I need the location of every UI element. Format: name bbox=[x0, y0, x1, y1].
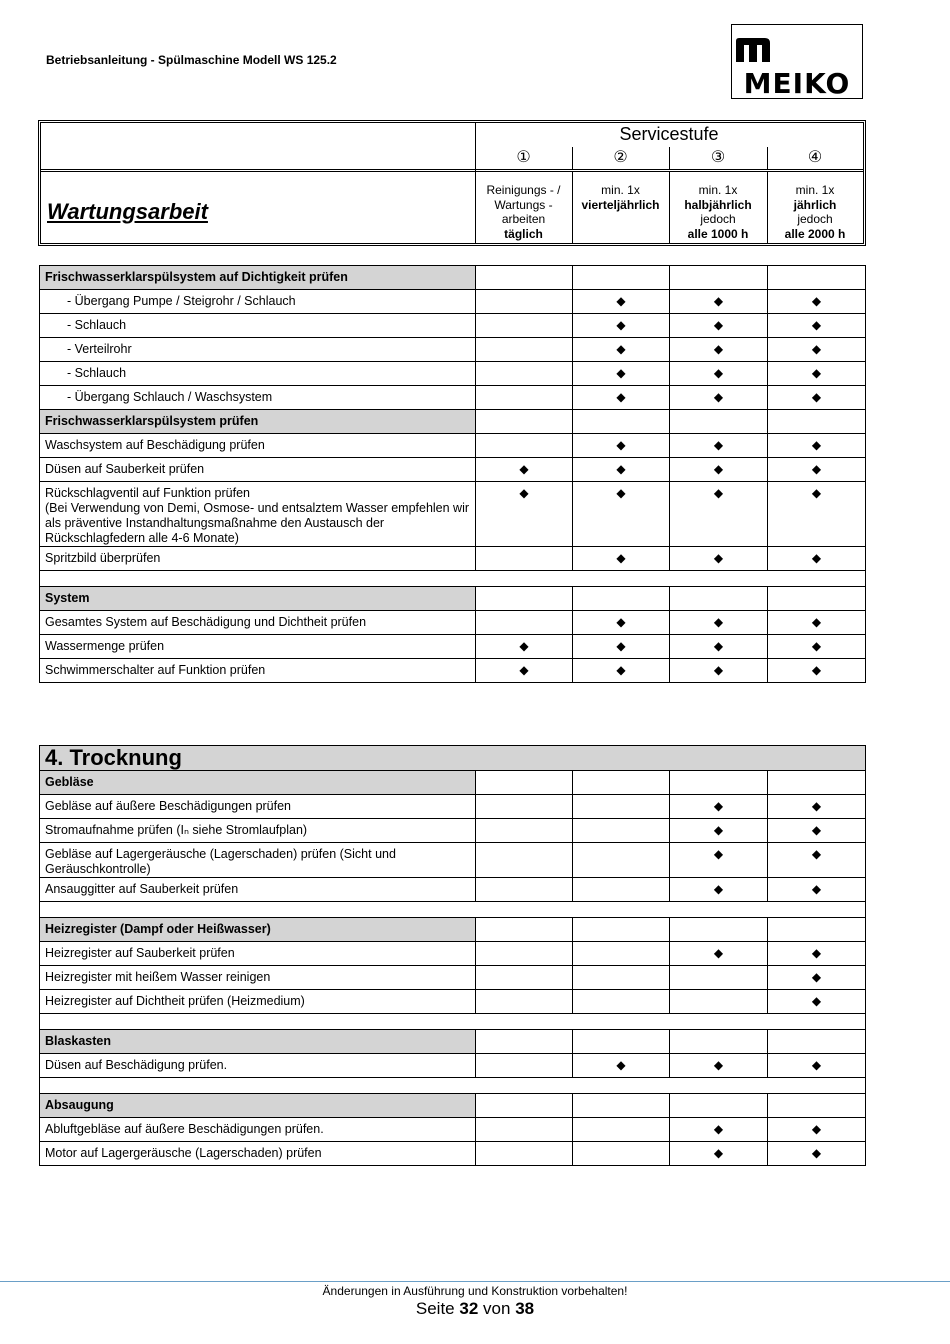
task-label: Abluftgebläse auf äußere Beschädigungen prüfen. bbox=[40, 1118, 476, 1142]
task-row bbox=[40, 547, 866, 571]
interval-cell bbox=[768, 547, 866, 571]
interval-cell bbox=[768, 843, 866, 878]
diamond-mark-icon: ◆ bbox=[811, 486, 822, 500]
footer-divider bbox=[0, 1281, 950, 1282]
interval-cell bbox=[670, 843, 768, 878]
diamond-mark-icon: ◆ bbox=[811, 615, 822, 629]
interval-cell bbox=[476, 795, 573, 819]
maintenance-table-2 bbox=[39, 745, 866, 1166]
task-row bbox=[40, 878, 866, 902]
page-prefix: Seite bbox=[415, 1299, 455, 1318]
interval-cell bbox=[476, 966, 573, 990]
task-label: Stromaufnahme prüfen (Iₙ siehe Stromlaufplan) bbox=[40, 819, 476, 843]
diamond-mark-icon: ◆ bbox=[519, 663, 529, 677]
interval-cell bbox=[573, 990, 670, 1014]
service-level-line: vierteljährlich bbox=[581, 197, 660, 212]
interval-cell bbox=[476, 819, 573, 843]
diamond-mark-icon: ◆ bbox=[811, 799, 822, 813]
section-header-row bbox=[40, 587, 866, 611]
diamond-mark-icon: ◆ bbox=[616, 462, 626, 476]
section-title: Absaugung bbox=[40, 1094, 476, 1118]
interval-cell bbox=[573, 771, 670, 795]
interval-cell bbox=[573, 942, 670, 966]
interval-cell bbox=[670, 942, 768, 966]
diamond-mark-icon: ◆ bbox=[616, 486, 626, 500]
diamond-mark-icon: ◆ bbox=[519, 462, 529, 476]
service-level-description bbox=[669, 183, 767, 241]
task-row bbox=[40, 434, 866, 458]
interval-cell bbox=[670, 966, 768, 990]
interval-cell bbox=[670, 410, 768, 434]
task-label: - Übergang Schlauch / Waschsystem bbox=[40, 386, 476, 410]
interval-cell bbox=[573, 434, 670, 458]
logo-m-icon bbox=[735, 37, 771, 63]
section-title: Gebläse bbox=[40, 771, 476, 795]
interval-cell bbox=[768, 338, 866, 362]
interval-cell bbox=[768, 587, 866, 611]
task-row bbox=[40, 1118, 866, 1142]
diamond-mark-icon: ◆ bbox=[616, 438, 626, 452]
interval-cell bbox=[670, 1030, 768, 1054]
section-title: Frischwasserklarspülsystem auf Dichtigkeit prüfen bbox=[40, 266, 476, 290]
section-title: Frischwasserklarspülsystem prüfen bbox=[40, 410, 476, 434]
diamond-mark-icon: ◆ bbox=[811, 366, 822, 380]
task-label: - Übergang Pumpe / Steigrohr / Schlauch bbox=[40, 290, 476, 314]
task-label: Wassermenge prüfen bbox=[40, 635, 476, 659]
interval-cell bbox=[476, 362, 573, 386]
interval-cell bbox=[476, 942, 573, 966]
interval-cell bbox=[670, 482, 768, 547]
interval-cell bbox=[670, 338, 768, 362]
section-header-row bbox=[40, 1030, 866, 1054]
interval-cell bbox=[476, 458, 573, 482]
section-header-row bbox=[40, 410, 866, 434]
diamond-mark-icon: ◆ bbox=[713, 438, 724, 452]
servicestufe-heading: Servicestufe bbox=[619, 124, 719, 144]
task-label: Gebläse auf Lagergeräusche (Lagerschaden) prüfen (Sicht und Geräuschkontrolle) bbox=[40, 843, 476, 878]
interval-cell bbox=[768, 771, 866, 795]
interval-cell bbox=[476, 918, 573, 942]
task-row bbox=[40, 386, 866, 410]
task-row bbox=[40, 314, 866, 338]
diamond-mark-icon: ◆ bbox=[713, 639, 724, 653]
service-level-line: min. 1x bbox=[795, 183, 835, 197]
diamond-mark-icon: ◆ bbox=[713, 823, 724, 837]
interval-cell bbox=[768, 795, 866, 819]
interval-cell bbox=[476, 843, 573, 878]
interval-cell bbox=[476, 1094, 573, 1118]
diamond-mark-icon: ◆ bbox=[519, 639, 529, 653]
interval-cell bbox=[573, 659, 670, 683]
interval-cell bbox=[670, 819, 768, 843]
section-header-row bbox=[40, 771, 866, 795]
interval-cell bbox=[573, 1030, 670, 1054]
diamond-mark-icon: ◆ bbox=[811, 342, 822, 356]
interval-cell bbox=[573, 1054, 670, 1078]
interval-cell bbox=[768, 819, 866, 843]
interval-cell bbox=[476, 771, 573, 795]
interval-cell bbox=[476, 314, 573, 338]
diamond-mark-icon: ◆ bbox=[616, 1058, 626, 1072]
diamond-mark-icon: ◆ bbox=[616, 639, 626, 653]
interval-cell bbox=[670, 314, 768, 338]
diamond-mark-icon: ◆ bbox=[616, 390, 626, 404]
task-label: - Schlauch bbox=[40, 362, 476, 386]
wartungsarbeit-heading: Wartungsarbeit bbox=[47, 199, 208, 224]
interval-cell bbox=[573, 290, 670, 314]
task-label: Düsen auf Sauberkeit prüfen bbox=[40, 458, 476, 482]
diamond-mark-icon: ◆ bbox=[811, 551, 822, 565]
interval-cell bbox=[670, 918, 768, 942]
service-level-line: Wartungs - bbox=[494, 197, 553, 212]
page-total: 38 bbox=[515, 1299, 535, 1318]
diamond-mark-icon: ◆ bbox=[811, 639, 822, 653]
section-title: System bbox=[40, 587, 476, 611]
diamond-mark-icon: ◆ bbox=[811, 1122, 822, 1136]
interval-cell bbox=[768, 434, 866, 458]
interval-cell bbox=[670, 434, 768, 458]
diamond-mark-icon: ◆ bbox=[811, 1146, 822, 1160]
spacer-row bbox=[40, 902, 866, 918]
service-level-line: min. 1x bbox=[698, 183, 738, 197]
diamond-mark-icon: ◆ bbox=[519, 486, 529, 500]
task-row bbox=[40, 290, 866, 314]
interval-cell bbox=[573, 547, 670, 571]
interval-cell bbox=[768, 1030, 866, 1054]
interval-cell bbox=[476, 587, 573, 611]
diamond-mark-icon: ◆ bbox=[616, 663, 626, 677]
maintenance-table-1 bbox=[39, 265, 866, 683]
service-level-line: arbeiten bbox=[501, 212, 546, 226]
task-row bbox=[40, 966, 866, 990]
diamond-mark-icon: ◆ bbox=[713, 390, 724, 404]
interval-cell bbox=[768, 386, 866, 410]
interval-cell bbox=[573, 918, 670, 942]
task-row bbox=[40, 482, 866, 547]
service-level-number: ④ bbox=[807, 149, 823, 166]
task-label: Motor auf Lagergeräusche (Lagerschaden) prüfen bbox=[40, 1142, 476, 1166]
interval-cell bbox=[670, 266, 768, 290]
diamond-mark-icon: ◆ bbox=[811, 1058, 822, 1072]
interval-cell bbox=[670, 386, 768, 410]
interval-cell bbox=[768, 611, 866, 635]
interval-cell bbox=[670, 362, 768, 386]
diamond-mark-icon: ◆ bbox=[811, 294, 822, 308]
interval-cell bbox=[476, 482, 573, 547]
diamond-mark-icon: ◆ bbox=[713, 462, 724, 476]
diamond-mark-icon: ◆ bbox=[713, 882, 724, 896]
service-level-line: Reinigungs - / bbox=[486, 183, 561, 197]
interval-cell bbox=[670, 547, 768, 571]
interval-cell bbox=[476, 1142, 573, 1166]
page-mid: von bbox=[483, 1299, 511, 1318]
task-row bbox=[40, 990, 866, 1014]
diamond-mark-icon: ◆ bbox=[713, 1146, 724, 1160]
document-title: Betriebsanleitung - Spülmaschine Modell WS 125.2 bbox=[46, 53, 337, 67]
diamond-mark-icon: ◆ bbox=[811, 946, 822, 960]
interval-cell bbox=[768, 942, 866, 966]
interval-cell bbox=[768, 659, 866, 683]
service-level-number: ③ bbox=[710, 149, 726, 166]
diamond-mark-icon: ◆ bbox=[616, 551, 626, 565]
interval-cell bbox=[573, 819, 670, 843]
diamond-mark-icon: ◆ bbox=[713, 847, 724, 861]
task-label: Heizregister auf Dichtheit prüfen (Heizmedium) bbox=[40, 990, 476, 1014]
interval-cell bbox=[476, 290, 573, 314]
interval-cell bbox=[768, 458, 866, 482]
diamond-mark-icon: ◆ bbox=[713, 663, 724, 677]
diamond-mark-icon: ◆ bbox=[713, 615, 724, 629]
interval-cell bbox=[573, 635, 670, 659]
interval-cell bbox=[768, 1142, 866, 1166]
interval-cell bbox=[573, 795, 670, 819]
service-level-number: ② bbox=[613, 149, 628, 166]
diamond-mark-icon: ◆ bbox=[811, 390, 822, 404]
interval-cell bbox=[768, 918, 866, 942]
interval-cell bbox=[768, 266, 866, 290]
interval-cell bbox=[476, 386, 573, 410]
diamond-mark-icon: ◆ bbox=[713, 318, 724, 332]
meiko-logo bbox=[731, 24, 863, 99]
interval-cell bbox=[476, 547, 573, 571]
interval-cell bbox=[670, 1094, 768, 1118]
diamond-mark-icon: ◆ bbox=[713, 486, 724, 500]
service-level-line: jedoch bbox=[700, 212, 736, 226]
interval-cell bbox=[768, 635, 866, 659]
diamond-mark-icon: ◆ bbox=[811, 847, 822, 861]
diamond-mark-icon: ◆ bbox=[616, 366, 626, 380]
diamond-mark-icon: ◆ bbox=[811, 823, 822, 837]
diamond-mark-icon: ◆ bbox=[811, 663, 822, 677]
task-row bbox=[40, 1054, 866, 1078]
task-row bbox=[40, 659, 866, 683]
task-label: Ansauggitter auf Sauberkeit prüfen bbox=[40, 878, 476, 902]
task-label: Schwimmerschalter auf Funktion prüfen bbox=[40, 659, 476, 683]
interval-cell bbox=[670, 1054, 768, 1078]
interval-cell bbox=[476, 1118, 573, 1142]
interval-cell bbox=[476, 266, 573, 290]
service-level-line: jedoch bbox=[797, 212, 833, 226]
interval-cell bbox=[573, 878, 670, 902]
interval-cell bbox=[670, 990, 768, 1014]
interval-cell bbox=[476, 338, 573, 362]
interval-cell bbox=[768, 410, 866, 434]
interval-cell bbox=[768, 990, 866, 1014]
page-number bbox=[0, 1299, 950, 1319]
interval-cell bbox=[476, 990, 573, 1014]
diamond-mark-icon: ◆ bbox=[616, 615, 626, 629]
interval-cell bbox=[768, 362, 866, 386]
interval-cell bbox=[768, 966, 866, 990]
service-level-number: ① bbox=[516, 149, 531, 166]
interval-cell bbox=[670, 1142, 768, 1166]
diamond-mark-icon: ◆ bbox=[811, 970, 822, 984]
logo-wordmark: MEIKO bbox=[743, 67, 851, 100]
interval-cell bbox=[768, 1094, 866, 1118]
interval-cell bbox=[573, 843, 670, 878]
task-label: Heizregister auf Sauberkeit prüfen bbox=[40, 942, 476, 966]
section-header-row bbox=[40, 266, 866, 290]
spacer-row bbox=[40, 571, 866, 587]
task-row bbox=[40, 611, 866, 635]
service-level-description bbox=[767, 183, 863, 241]
interval-cell bbox=[670, 587, 768, 611]
task-row bbox=[40, 1142, 866, 1166]
page-current: 32 bbox=[459, 1299, 479, 1318]
service-level-line: jährlich bbox=[793, 197, 837, 212]
chapter-heading-row bbox=[40, 746, 866, 771]
service-level-description bbox=[475, 183, 572, 241]
diamond-mark-icon: ◆ bbox=[616, 294, 626, 308]
service-level-line: alle 1000 h bbox=[687, 226, 749, 241]
interval-cell bbox=[573, 410, 670, 434]
task-label: - Schlauch bbox=[40, 314, 476, 338]
interval-cell bbox=[573, 611, 670, 635]
interval-cell bbox=[670, 458, 768, 482]
service-level-line: täglich bbox=[504, 226, 543, 241]
task-label: Düsen auf Beschädigung prüfen. bbox=[40, 1054, 476, 1078]
task-label: Spritzbild überprüfen bbox=[40, 547, 476, 571]
section-header-row bbox=[40, 1094, 866, 1118]
spacer-row bbox=[40, 1078, 866, 1094]
interval-cell bbox=[573, 266, 670, 290]
task-row bbox=[40, 458, 866, 482]
interval-cell bbox=[670, 635, 768, 659]
service-level-line: min. 1x bbox=[601, 183, 640, 197]
interval-cell bbox=[768, 290, 866, 314]
interval-cell bbox=[768, 1118, 866, 1142]
interval-cell bbox=[476, 410, 573, 434]
spacer-row bbox=[40, 1014, 866, 1030]
task-row bbox=[40, 843, 866, 878]
service-header-table bbox=[38, 120, 866, 246]
diamond-mark-icon: ◆ bbox=[616, 318, 626, 332]
task-row bbox=[40, 362, 866, 386]
interval-cell bbox=[476, 1054, 573, 1078]
diamond-mark-icon: ◆ bbox=[811, 994, 822, 1008]
section-header-row bbox=[40, 918, 866, 942]
diamond-mark-icon: ◆ bbox=[713, 946, 724, 960]
chapter-heading: 4. Trocknung bbox=[40, 746, 866, 771]
interval-cell bbox=[573, 1118, 670, 1142]
interval-cell bbox=[476, 635, 573, 659]
service-level-line: halbjährlich bbox=[684, 197, 752, 212]
diamond-mark-icon: ◆ bbox=[713, 551, 724, 565]
diamond-mark-icon: ◆ bbox=[811, 882, 822, 896]
interval-cell bbox=[573, 587, 670, 611]
interval-cell bbox=[768, 314, 866, 338]
section-title: Blaskasten bbox=[40, 1030, 476, 1054]
diamond-mark-icon: ◆ bbox=[811, 462, 822, 476]
interval-cell bbox=[573, 338, 670, 362]
interval-cell bbox=[476, 878, 573, 902]
task-label: Waschsystem auf Beschädigung prüfen bbox=[40, 434, 476, 458]
task-row bbox=[40, 942, 866, 966]
interval-cell bbox=[670, 1118, 768, 1142]
task-label: Gesamtes System auf Beschädigung und Dichtheit prüfen bbox=[40, 611, 476, 635]
diamond-mark-icon: ◆ bbox=[713, 1058, 724, 1072]
diamond-mark-icon: ◆ bbox=[713, 366, 724, 380]
interval-cell bbox=[670, 611, 768, 635]
interval-cell bbox=[573, 386, 670, 410]
interval-cell bbox=[476, 659, 573, 683]
interval-cell bbox=[573, 314, 670, 338]
interval-cell bbox=[670, 795, 768, 819]
task-label: Gebläse auf äußere Beschädigungen prüfen bbox=[40, 795, 476, 819]
footer-note: Änderungen in Ausführung und Konstruktion vorbehalten! bbox=[322, 1284, 628, 1298]
task-row bbox=[40, 819, 866, 843]
diamond-mark-icon: ◆ bbox=[713, 342, 724, 356]
interval-cell bbox=[573, 362, 670, 386]
diamond-mark-icon: ◆ bbox=[616, 342, 626, 356]
diamond-mark-icon: ◆ bbox=[811, 438, 822, 452]
service-level-description bbox=[572, 183, 669, 212]
interval-cell bbox=[670, 659, 768, 683]
task-row bbox=[40, 795, 866, 819]
diamond-mark-icon: ◆ bbox=[713, 1122, 724, 1136]
interval-cell bbox=[573, 966, 670, 990]
interval-cell bbox=[670, 771, 768, 795]
diamond-mark-icon: ◆ bbox=[713, 799, 724, 813]
interval-cell bbox=[670, 290, 768, 314]
interval-cell bbox=[573, 458, 670, 482]
interval-cell bbox=[476, 1030, 573, 1054]
interval-cell bbox=[573, 1094, 670, 1118]
diamond-mark-icon: ◆ bbox=[811, 318, 822, 332]
interval-cell bbox=[573, 1142, 670, 1166]
section-title: Heizregister (Dampf oder Heißwasser) bbox=[40, 918, 476, 942]
interval-cell bbox=[768, 878, 866, 902]
task-row bbox=[40, 338, 866, 362]
task-row bbox=[40, 635, 866, 659]
interval-cell bbox=[476, 611, 573, 635]
interval-cell bbox=[573, 482, 670, 547]
task-label: Rückschlagventil auf Funktion prüfen (Bei Verwendung von Demi, Osmose- und entsalztem Wasser empfehlen wir als präventive Instandhaltungsmaßnahme den Austausch der Rückschlagfedern alle 4-6 Monate) bbox=[40, 482, 476, 547]
interval-cell bbox=[670, 878, 768, 902]
interval-cell bbox=[768, 482, 866, 547]
diamond-mark-icon: ◆ bbox=[713, 294, 724, 308]
task-label: Heizregister mit heißem Wasser reinigen bbox=[40, 966, 476, 990]
service-level-line: alle 2000 h bbox=[784, 226, 846, 241]
interval-cell bbox=[476, 434, 573, 458]
task-label: - Verteilrohr bbox=[40, 338, 476, 362]
interval-cell bbox=[768, 1054, 866, 1078]
